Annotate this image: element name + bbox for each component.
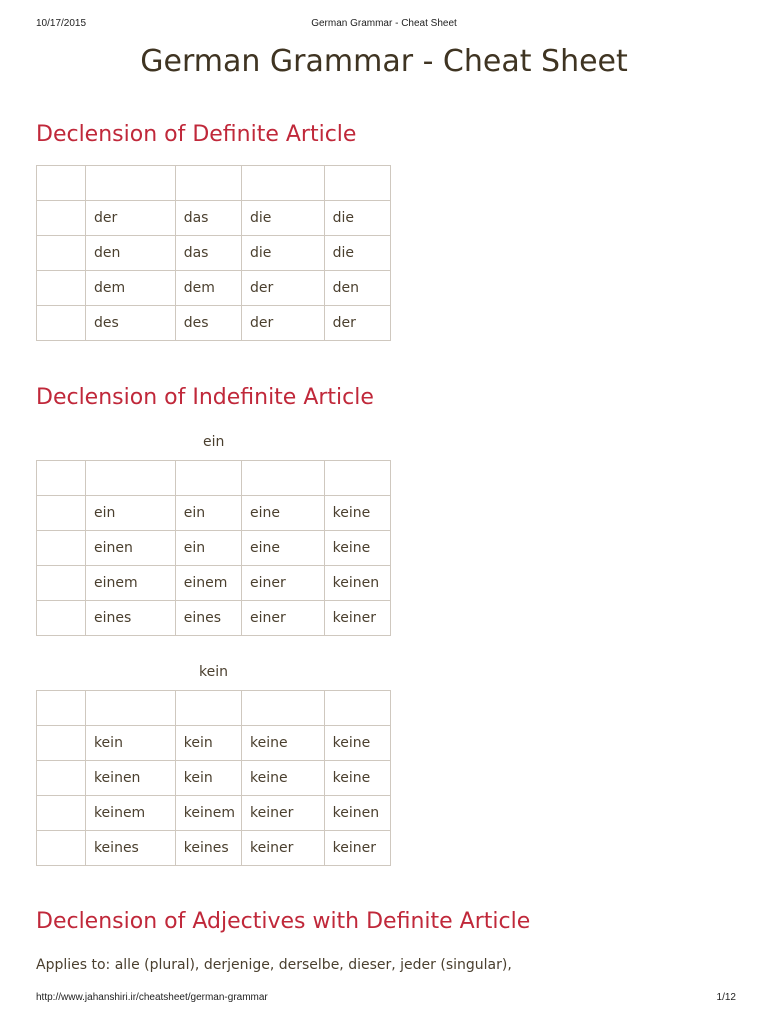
table-cell: einem xyxy=(175,566,241,601)
table-cell xyxy=(37,831,86,866)
table-cell xyxy=(37,691,86,726)
table-cell: der xyxy=(85,201,175,236)
table-cell: ein xyxy=(85,496,175,531)
table-cell: kein xyxy=(175,726,241,761)
table-cell xyxy=(175,166,241,201)
table-row xyxy=(37,201,391,236)
heading-indefinite-article: Declension of Indefinite Article xyxy=(36,385,374,410)
table-cell: das xyxy=(175,236,241,271)
footer-url: http://www.jahanshiri.ir/cheatsheet/german-grammar xyxy=(36,992,268,1003)
table-row xyxy=(37,601,391,636)
print-date: 10/17/2015 xyxy=(36,18,87,29)
table-cell: eines xyxy=(85,601,175,636)
table-cell: kein xyxy=(175,761,241,796)
table-cell: kein xyxy=(85,726,175,761)
table-cell xyxy=(85,166,175,201)
table-cell: die xyxy=(324,201,390,236)
table-cell: keines xyxy=(85,831,175,866)
table-cell xyxy=(175,691,241,726)
table-row xyxy=(37,271,391,306)
table-cell: keinen xyxy=(85,761,175,796)
table-cell: keine xyxy=(324,496,390,531)
table-cell xyxy=(37,796,86,831)
table-cell: ein xyxy=(175,496,241,531)
caption-kein: kein xyxy=(199,664,228,680)
table-cell: eine xyxy=(242,531,325,566)
table-row xyxy=(37,531,391,566)
table-cell: der xyxy=(242,306,325,341)
table-cell: eine xyxy=(242,496,325,531)
table-cell: die xyxy=(324,236,390,271)
table-cell: der xyxy=(242,271,325,306)
table-cell: keiner xyxy=(324,601,390,636)
table-row xyxy=(37,761,391,796)
table-cell xyxy=(242,691,325,726)
table-cell: keine xyxy=(324,726,390,761)
table-cell: einer xyxy=(242,566,325,601)
table-cell xyxy=(85,461,175,496)
table-cell xyxy=(37,236,86,271)
table-cell: keinen xyxy=(324,566,390,601)
table-cell: dem xyxy=(175,271,241,306)
table-row xyxy=(37,566,391,601)
applies-to-text: Applies to: alle (plural), derjenige, derselbe, dieser, jeder (singular), xyxy=(36,957,512,973)
table-cell: einer xyxy=(242,601,325,636)
table-cell: keines xyxy=(175,831,241,866)
table-row xyxy=(37,461,391,496)
heading-adjectives-definite: Declension of Adjectives with Definite Article xyxy=(36,909,531,934)
table-row xyxy=(37,796,391,831)
table-cell: keine xyxy=(324,531,390,566)
footer-page-number: 1/12 xyxy=(716,992,736,1003)
table-cell xyxy=(37,601,86,636)
table-cell xyxy=(175,461,241,496)
table-cell: keiner xyxy=(242,831,325,866)
table-cell: des xyxy=(85,306,175,341)
table-cell xyxy=(324,166,390,201)
table-cell xyxy=(242,461,325,496)
table-row xyxy=(37,496,391,531)
table-cell xyxy=(37,761,86,796)
table-cell xyxy=(37,201,86,236)
table-cell xyxy=(37,566,86,601)
table-cell xyxy=(37,726,86,761)
table-cell: keine xyxy=(324,761,390,796)
table-cell xyxy=(324,691,390,726)
table-cell xyxy=(37,166,86,201)
page-title: German Grammar - Cheat Sheet xyxy=(140,44,628,79)
table-cell: die xyxy=(242,236,325,271)
table-cell xyxy=(37,271,86,306)
table-cell: einen xyxy=(85,531,175,566)
table-cell: des xyxy=(175,306,241,341)
table-cell: die xyxy=(242,201,325,236)
table-row xyxy=(37,166,391,201)
table-ein xyxy=(36,460,391,636)
table-cell: das xyxy=(175,201,241,236)
table-cell: eines xyxy=(175,601,241,636)
table-cell: keinem xyxy=(175,796,241,831)
table-row xyxy=(37,831,391,866)
table-cell xyxy=(242,166,325,201)
table-kein xyxy=(36,690,391,866)
table-cell xyxy=(37,461,86,496)
table-cell: keinen xyxy=(324,796,390,831)
table-cell xyxy=(37,531,86,566)
table-cell: ein xyxy=(175,531,241,566)
table-definite-article xyxy=(36,165,391,341)
table-cell: der xyxy=(324,306,390,341)
table-row xyxy=(37,306,391,341)
table-cell xyxy=(37,306,86,341)
table-cell: dem xyxy=(85,271,175,306)
table-cell xyxy=(324,461,390,496)
table-row xyxy=(37,726,391,761)
table-cell: keine xyxy=(242,726,325,761)
table-cell xyxy=(85,691,175,726)
table-cell: keiner xyxy=(324,831,390,866)
heading-definite-article: Declension of Definite Article xyxy=(36,122,357,147)
table-cell: den xyxy=(85,236,175,271)
print-header-title: German Grammar - Cheat Sheet xyxy=(311,18,457,29)
table-cell: einem xyxy=(85,566,175,601)
table-cell: den xyxy=(324,271,390,306)
caption-ein: ein xyxy=(203,434,225,450)
table-row xyxy=(37,691,391,726)
table-cell: keine xyxy=(242,761,325,796)
table-cell: keiner xyxy=(242,796,325,831)
table-row xyxy=(37,236,391,271)
table-cell xyxy=(37,496,86,531)
table-cell: keinem xyxy=(85,796,175,831)
